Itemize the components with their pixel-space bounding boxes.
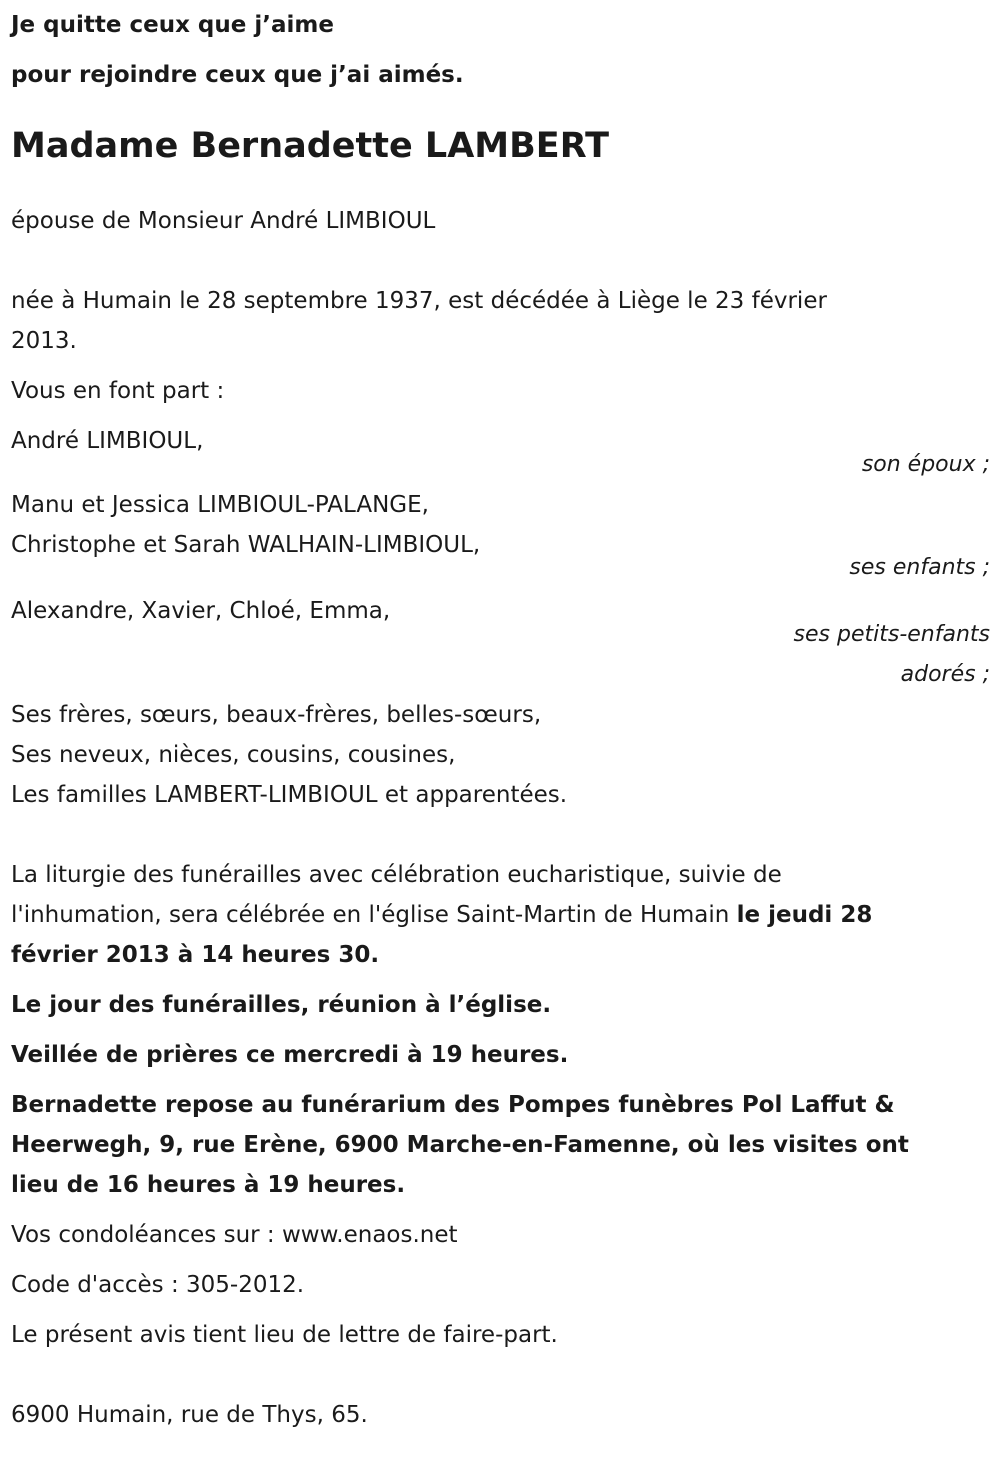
ceremony-line-2-text: l'inhumation, sera célébrée en l'église Saint-Martin de Humain: [11, 902, 737, 928]
family-grandchildren: Alexandre, Xavier, Chloé, Emma,: [11, 598, 391, 624]
deceased-name: Madame Bernadette LAMBERT: [11, 126, 609, 166]
family-families: Les familles LAMBERT-LIMBIOUL et apparentées.: [11, 782, 568, 808]
notice-statement: Le présent avis tient lieu de lettre de faire-part.: [11, 1322, 558, 1348]
family-grandchildren-role-1: ses petits-enfants: [793, 622, 990, 647]
ceremony-line-3: février 2013 à 14 heures 30.: [11, 942, 380, 968]
ceremony-line-1: La liturgie des funérailles avec célébration eucharistique, suivie de: [11, 862, 782, 888]
funerarium-line-1: Bernadette repose au funérarium des Pompes funèbres Pol Laffut &: [11, 1092, 895, 1118]
access-code: Code d'accès : 305-2012.: [11, 1272, 305, 1298]
birth-death-line-1: née à Humain le 28 septembre 1937, est décédée à Liège le 23 février: [11, 288, 827, 314]
family-address: 6900 Humain, rue de Thys, 65.: [11, 1402, 368, 1428]
funerarium-line-3: lieu de 16 heures à 19 heures.: [11, 1172, 406, 1198]
family-children-1: Manu et Jessica LIMBIOUL-PALANGE,: [11, 492, 429, 518]
family-siblings: Ses frères, sœurs, beaux-frères, belles-sœurs,: [11, 702, 542, 728]
family-children-role: ses enfants ;: [849, 555, 990, 580]
family-spouse-role: son époux ;: [861, 452, 990, 477]
spouse-line: épouse de Monsieur André LIMBIOUL: [11, 208, 436, 234]
birth-death-line-2: 2013.: [11, 328, 77, 354]
family-children-2: Christophe et Sarah WALHAIN-LIMBIOUL,: [11, 532, 481, 558]
ceremony-line-2: [11, 895, 990, 935]
meeting-info: Le jour des funérailles, réunion à l’église.: [11, 992, 552, 1018]
epigraph-line-2: pour rejoindre ceux que j’ai aimés.: [11, 62, 464, 88]
ceremony-date-start: le jeudi 28: [736, 902, 873, 928]
epigraph-line-1: Je quitte ceux que j’aime: [11, 12, 334, 38]
condolences-line: Vos condoléances sur : www.enaos.net: [11, 1222, 458, 1248]
vigil-info: Veillée de prières ce mercredi à 19 heures.: [11, 1042, 569, 1068]
announce-intro: Vous en font part :: [11, 378, 225, 404]
funerarium-line-2: Heerwegh, 9, rue Erène, 6900 Marche-en-Famenne, où les visites ont: [11, 1132, 909, 1158]
family-spouse-name: André LIMBIOUL,: [11, 428, 204, 454]
family-nephews: Ses neveux, nièces, cousins, cousines,: [11, 742, 456, 768]
family-grandchildren-role-2: adorés ;: [900, 662, 990, 687]
